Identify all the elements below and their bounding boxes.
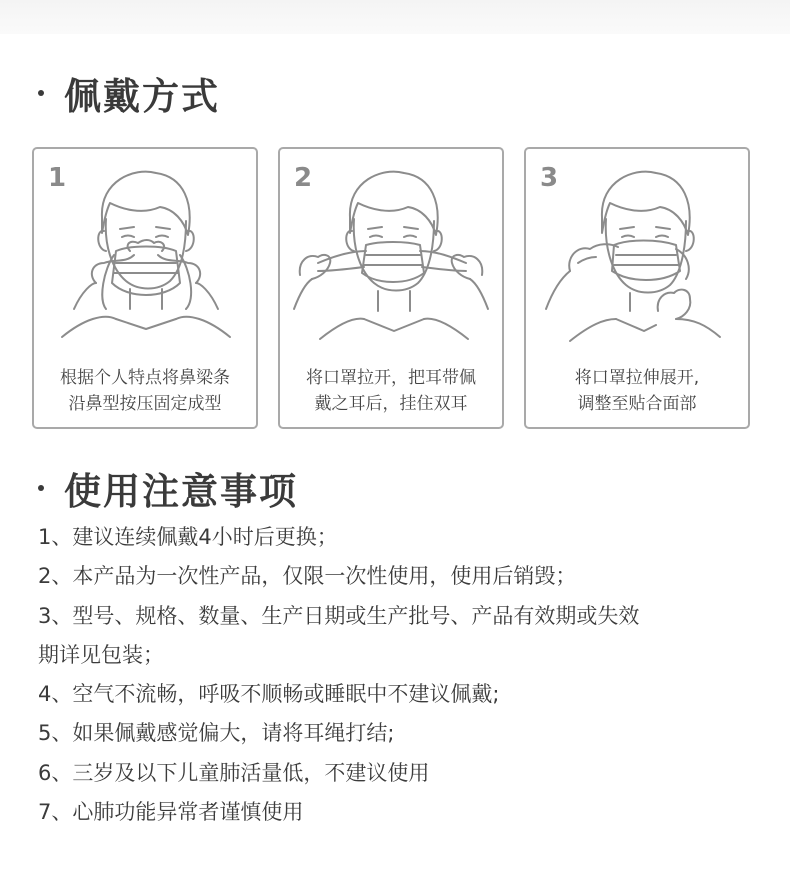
steps-row — [32, 147, 754, 432]
list-item: 4、空气不流畅，呼吸不顺畅或睡眠中不建议佩戴; — [38, 682, 500, 707]
section-title-notes-text: 使用注意事项 — [64, 470, 298, 513]
list-item: 1、建议连续佩戴4小时后更换； — [38, 525, 338, 549]
illustration-adjust-mask-fit — [526, 159, 748, 359]
step-caption-line: 调整至贴合面部 — [577, 394, 697, 414]
step-caption-line: 戴之耳后，挂住双耳 — [314, 394, 468, 414]
list-item: 7、心肺功能异常者谨慎使用 — [38, 800, 304, 825]
bullet-dot — [38, 485, 44, 491]
step-caption-line: 沿鼻型按压固定成型 — [68, 394, 222, 414]
usage-notes-list — [38, 518, 758, 832]
step-caption — [34, 365, 256, 417]
step-card-1 — [32, 147, 258, 429]
list-item: 期详见包装； — [38, 642, 164, 667]
bullet-dot — [38, 90, 44, 96]
list-item: 5、如果佩戴感觉偏大，请将耳绳打结; — [38, 721, 395, 746]
list-item: 6、三岁及以下儿童肺活量低，不建议使用 — [38, 760, 430, 785]
section-title-wearing — [38, 66, 220, 120]
section-title-notes — [38, 461, 298, 515]
illustration-stretch-ear-loops — [280, 159, 502, 359]
list-item: 2、本产品为一次性产品，仅限一次性使用，使用后销毁； — [38, 564, 577, 589]
top-band — [0, 0, 790, 34]
list-item: 3、型号、规格、数量、生产日期或生产批号、产品有效期或失效 — [38, 603, 640, 628]
step-caption-line: 根据个人特点将鼻梁条 — [60, 368, 230, 388]
step-caption-line: 将口罩拉开，把耳带佩 — [306, 368, 476, 388]
step-number: 1 — [48, 163, 67, 193]
step-number: 3 — [540, 163, 559, 193]
illustration-press-nose-wire — [34, 159, 256, 359]
step-card-3 — [524, 147, 750, 429]
step-caption-line: 将口罩拉伸展开, — [574, 368, 700, 388]
step-number: 2 — [294, 163, 313, 193]
step-caption — [280, 365, 502, 417]
step-card-2 — [278, 147, 504, 429]
step-caption — [526, 365, 748, 417]
section-title-wearing-text: 佩戴方式 — [64, 75, 220, 118]
